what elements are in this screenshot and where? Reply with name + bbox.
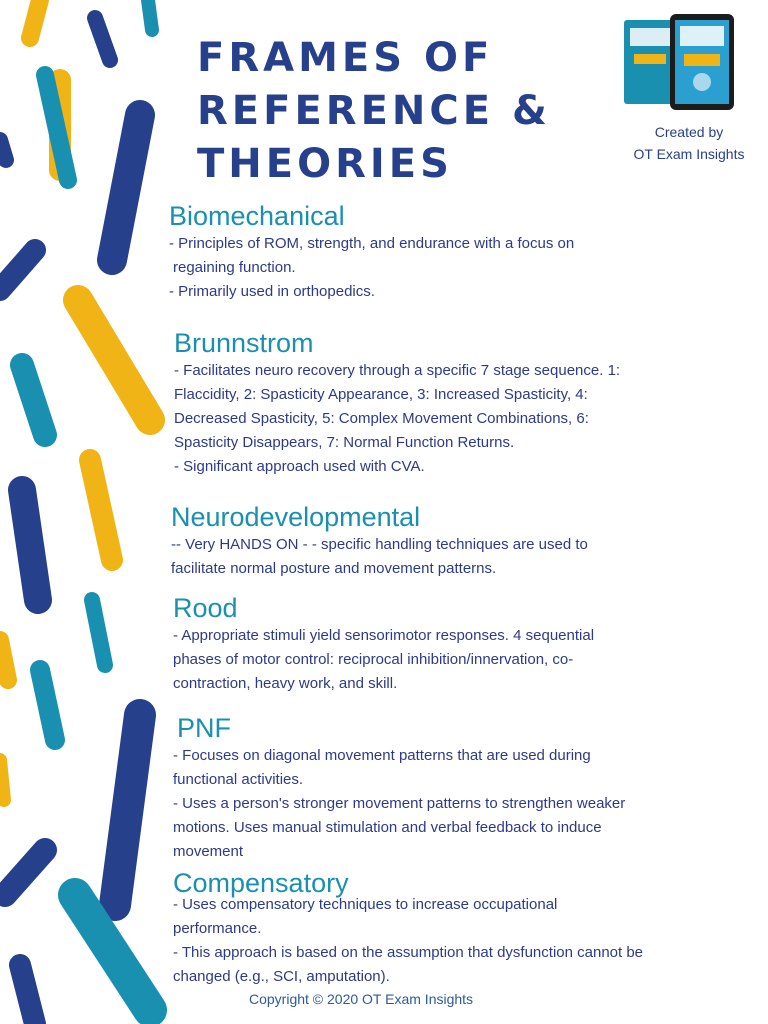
body-line: changed (e.g., SCI, amputation). bbox=[173, 968, 390, 985]
body-line: movement bbox=[173, 843, 244, 860]
body-line: phases of motor control: reciprocal inhibition/innervation, co- bbox=[173, 651, 574, 668]
body-line: performance. bbox=[173, 920, 262, 937]
body-line: - Primarily used in orthopedics. bbox=[169, 283, 375, 300]
title-line: THEORIES bbox=[197, 141, 453, 187]
brush-stroke bbox=[40, 670, 55, 740]
creator-credit bbox=[600, 121, 768, 165]
body-line: Decreased Spasticity, 5: Complex Movement Combinations, 6: bbox=[174, 410, 589, 427]
body-line: - Principles of ROM, strength, and endurance with a focus on bbox=[169, 235, 575, 252]
section-body bbox=[174, 359, 762, 479]
brush-stroke bbox=[5, 850, 45, 895]
brush-stroke bbox=[90, 460, 112, 560]
section-rood bbox=[173, 592, 761, 696]
body-line: Flaccidity, 2: Spasticity Appearance, 3: Increased Spasticity, 4: bbox=[174, 386, 588, 403]
section-neurodevelopmental bbox=[171, 501, 761, 581]
section-title: Compensatory bbox=[173, 868, 349, 898]
body-line: facilitate normal posture and movement patterns. bbox=[171, 560, 497, 577]
section-title: PNF bbox=[177, 713, 231, 743]
brush-stroke bbox=[0, 140, 6, 160]
section-biomechanical bbox=[169, 200, 759, 304]
brush-stroke bbox=[95, 18, 110, 60]
section-compensatory bbox=[173, 867, 765, 989]
section-body bbox=[173, 624, 761, 696]
brush-stroke bbox=[22, 365, 45, 435]
section-title: Biomechanical bbox=[169, 201, 345, 231]
decorative-brush-strokes bbox=[0, 0, 170, 1024]
body-line: - Uses compensatory techniques to increase occupational bbox=[173, 896, 558, 913]
credit-line: OT Exam Insights bbox=[633, 146, 745, 162]
section-title: Neurodevelopmental bbox=[171, 502, 421, 532]
title-line: FRAMES OF bbox=[197, 35, 494, 81]
body-line: - Significant approach used with CVA. bbox=[174, 458, 425, 475]
brush-stroke bbox=[112, 115, 140, 260]
title-line: REFERENCE & bbox=[197, 88, 551, 134]
brush-stroke bbox=[0, 760, 4, 800]
body-line: - Focuses on diagonal movement patterns that are used during bbox=[173, 747, 591, 764]
body-line: - Uses a person's stronger movement patterns to strengthen weaker bbox=[173, 795, 626, 812]
brush-stroke bbox=[148, 0, 152, 30]
body-line: - Facilitates neuro recovery through a specific 7 stage sequence. 1: bbox=[174, 362, 621, 379]
body-line: - Appropriate stimuli yield sensorimotor responses. 4 sequential bbox=[173, 627, 595, 644]
brush-stroke bbox=[0, 250, 35, 290]
section-body bbox=[173, 744, 763, 864]
credit-line: Created by bbox=[654, 124, 724, 140]
page-title bbox=[197, 32, 551, 191]
body-line: motions. Uses manual stimulation and verbal feedback to induce bbox=[173, 819, 602, 836]
section-body bbox=[173, 893, 765, 989]
body-line: Spasticity Disappears, 7: Normal Function Returns. bbox=[174, 434, 515, 451]
section-title: Brunnstrom bbox=[174, 328, 314, 358]
section-body bbox=[171, 533, 761, 581]
section-body bbox=[169, 232, 759, 304]
brush-stroke bbox=[0, 640, 8, 680]
section-pnf bbox=[173, 712, 763, 864]
body-line: - This approach is based on the assumption that dysfunction cannot be bbox=[173, 944, 644, 961]
body-line: -- Very HANDS ON - - specific handling techniques are used to bbox=[171, 536, 588, 553]
brush-stroke bbox=[22, 490, 38, 600]
brush-stroke bbox=[20, 965, 35, 1024]
body-line: regaining function. bbox=[173, 259, 296, 276]
section-title: Rood bbox=[173, 593, 238, 623]
ebook-tablet-image bbox=[620, 14, 738, 114]
brush-stroke bbox=[30, 0, 40, 38]
brush-stroke bbox=[78, 300, 150, 420]
body-line: functional activities. bbox=[173, 771, 304, 788]
brush-stroke bbox=[92, 600, 105, 665]
section-brunnstrom bbox=[174, 327, 762, 479]
copyright-footer: Copyright © 2020 OT Exam Insights bbox=[249, 991, 474, 1007]
brush-stroke bbox=[115, 715, 140, 905]
body-line: contraction, heavy work, and skill. bbox=[173, 675, 398, 692]
